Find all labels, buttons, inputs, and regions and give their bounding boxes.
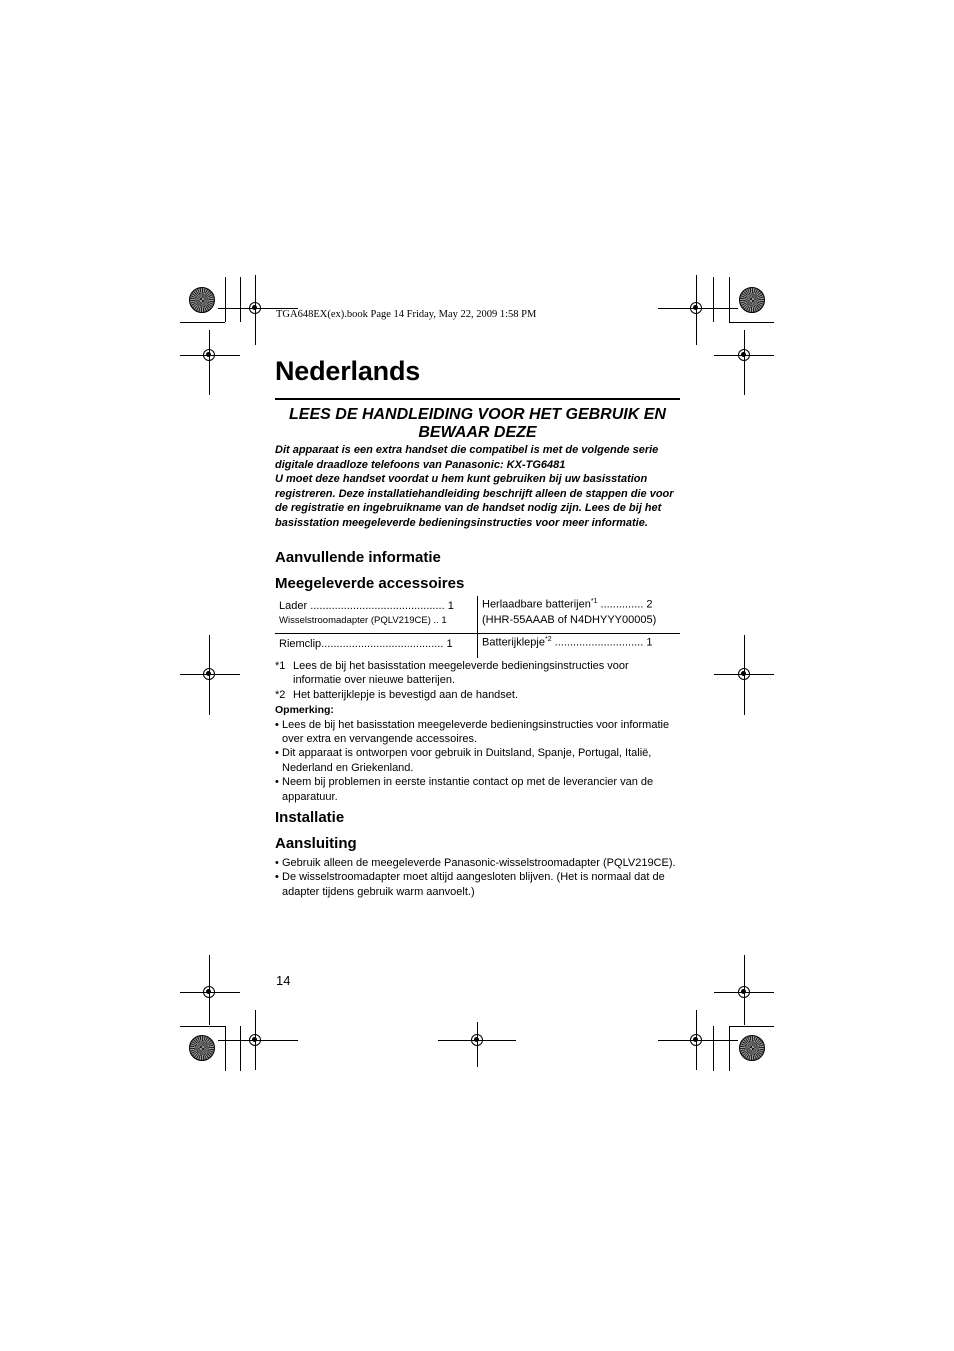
- page-title: Nederlands: [275, 356, 421, 386]
- title-rule: [275, 398, 680, 400]
- accessory-klepje-label: Batterijklepje: [482, 636, 545, 649]
- accessory-klepje: [482, 636, 652, 649]
- bullet-icon: •: [275, 871, 279, 884]
- footnote-ref: *2: [544, 636, 552, 643]
- accessory-riemclip: Riemclip........................................ 1: [279, 638, 453, 650]
- section-heading-accessories: Meegeleverde accessoires: [275, 575, 465, 592]
- accessory-batteries-model: (HHR-55AAAB of N4DHYYY00005): [482, 614, 657, 626]
- list-item: [275, 775, 680, 804]
- list-item: [275, 870, 680, 899]
- accessory-batteries: [482, 598, 653, 611]
- section-heading-connect: Aansluiting: [275, 835, 357, 852]
- notes-block: [275, 659, 680, 804]
- footnote-text: Het batterijklepje is bevestigd aan de handset.: [293, 688, 519, 701]
- list-item-text: Gebruik alleen de meegeleverde Panasonic-wisselstroomadapter (PQLV219CE).: [282, 857, 676, 869]
- page-number: 14: [276, 973, 291, 988]
- accessory-lader: Lader ............................................ 1: [279, 600, 454, 612]
- bullet-icon: •: [275, 718, 279, 731]
- footnote-ref: *1: [590, 598, 598, 605]
- section-heading-install: Installatie: [275, 809, 345, 826]
- accessory-batteries-qty: .............. 2: [597, 598, 653, 611]
- intro-text: [275, 443, 681, 530]
- footnote: [275, 659, 680, 688]
- footnote-text: Lees de bij het basisstation meegeleverde bedieningsinstructies voor informatie over nieuwe batterijen.: [293, 660, 629, 687]
- accessory-batteries-label: Herlaadbare batterijen: [482, 598, 591, 611]
- list-item: [275, 746, 680, 775]
- registration-wheel-icon: [739, 1035, 765, 1061]
- footnote: [275, 688, 680, 702]
- bullet-icon: •: [275, 747, 279, 760]
- connect-list: [275, 856, 680, 899]
- print-header: TGA648EX(ex).book Page 14 Friday, May 22, 2009 1:58 PM: [276, 309, 537, 320]
- registration-wheel-icon: [189, 287, 215, 313]
- accessory-adapter: Wisselstroomadapter (PQLV219CE) .. 1: [279, 615, 447, 626]
- subtitle: [275, 406, 680, 442]
- footnote-mark: *1: [275, 660, 286, 672]
- bullet-icon: •: [275, 857, 279, 869]
- list-item-text: Lees de bij het basisstation meegeleverde bedieningsinstructies voor informatie over extra en vervangende accessoires.: [282, 718, 670, 746]
- accessory-klepje-qty: ............................. 1: [551, 636, 653, 649]
- footnote-mark: *2: [275, 688, 286, 701]
- intro-paragraph: Dit apparaat is een extra handset die compatibel is met de volgende serie digitale draadloze telefoons van Panasonic: KX-TG6481: [275, 444, 659, 471]
- list-item-text: Dit apparaat is ontworpen voor gebruik in Duitsland, Spanje, Portugal, Italië, Nederland en Griekenland.: [282, 747, 652, 774]
- section-heading-info: Aanvullende informatie: [275, 549, 441, 566]
- registration-wheel-icon: [189, 1035, 215, 1061]
- list-item-text: De wisselstroomadapter moet altijd aangesloten blijven. (Het is normaal dat de adapter tijdens gebruik warm aanvoelt.): [282, 871, 665, 898]
- subtitle-line-1: LEES DE HANDLEIDING VOOR HET GEBRUIK EN: [289, 406, 666, 423]
- accessories-table: [275, 596, 680, 660]
- list-item: [275, 856, 680, 870]
- opmerking-label: Opmerking:: [275, 704, 334, 717]
- bullet-icon: •: [275, 776, 279, 789]
- registration-wheel-icon: [739, 287, 765, 313]
- list-item-text: Neem bij problemen in eerste instantie contact op met de leverancier van de apparatuur.: [282, 776, 654, 803]
- subtitle-line-2: BEWAAR DEZE: [418, 424, 537, 441]
- intro-paragraph: U moet deze handset voordat u hem kunt gebruiken bij uw basisstation registreren. Deze installatiehandleiding beschrijft alleen de stappen die voor de registratie en ingebruikname van de handset nodig zijn. Lees de bij het basisstation meegeleverde bedieningsinstructies voor meer informatie.: [275, 473, 674, 529]
- list-item: [275, 718, 680, 747]
